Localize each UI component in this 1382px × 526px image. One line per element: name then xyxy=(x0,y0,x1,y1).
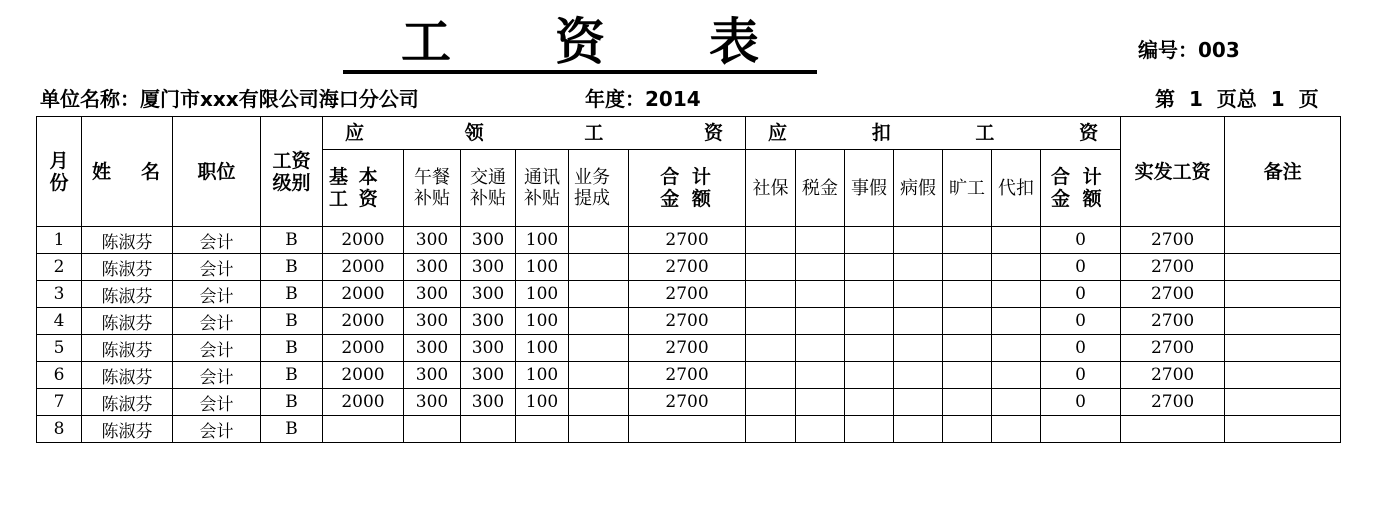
cell-social xyxy=(746,362,796,389)
cell-grade: B xyxy=(261,281,323,308)
header-grade: 工资级别 xyxy=(261,117,323,227)
cell-transport: 300 xyxy=(461,389,516,416)
cell-name: 陈淑芬 xyxy=(82,389,173,416)
cell-net: 2700 xyxy=(1121,254,1225,281)
header-payable-char: 工 xyxy=(584,122,604,144)
cell-withhold xyxy=(992,281,1041,308)
cell-absence xyxy=(943,281,992,308)
cell-transport: 300 xyxy=(461,254,516,281)
cell-commission xyxy=(569,362,629,389)
cell-month: 7 xyxy=(37,389,82,416)
cell-position: 会计 xyxy=(173,389,261,416)
header-payable xyxy=(323,117,746,150)
cell-deduct-total xyxy=(1041,416,1121,443)
cell-social xyxy=(746,227,796,254)
cell-position: 会计 xyxy=(173,416,261,443)
cell-name: 陈淑芬 xyxy=(82,308,173,335)
cell-withhold xyxy=(992,389,1041,416)
cell-grade: B xyxy=(261,416,323,443)
cell-transport: 300 xyxy=(461,281,516,308)
cell-tax xyxy=(796,389,845,416)
cell-grade: B xyxy=(261,335,323,362)
cell-personal-leave xyxy=(845,389,894,416)
cell-position: 会计 xyxy=(173,362,261,389)
cell-transport: 300 xyxy=(461,227,516,254)
cell-tax xyxy=(796,335,845,362)
cell-month: 6 xyxy=(37,362,82,389)
cell-transport: 300 xyxy=(461,362,516,389)
header-tax: 税金 xyxy=(796,150,845,227)
serial-number: 编号：003 xyxy=(1138,38,1240,62)
cell-payable-total xyxy=(629,416,746,443)
cell-phone: 100 xyxy=(516,362,569,389)
cell-deduct-total: 0 xyxy=(1041,362,1121,389)
cell-social xyxy=(746,335,796,362)
cell-deduct-total: 0 xyxy=(1041,254,1121,281)
cell-grade: B xyxy=(261,308,323,335)
cell-absence xyxy=(943,416,992,443)
cell-grade: B xyxy=(261,389,323,416)
header-payable-char: 应 xyxy=(345,122,365,144)
cell-phone: 100 xyxy=(516,308,569,335)
cell-commission xyxy=(569,389,629,416)
header-payable-char: 领 xyxy=(464,122,484,144)
cell-commission xyxy=(569,335,629,362)
cell-payable-total: 2700 xyxy=(629,335,746,362)
cell-meal: 300 xyxy=(404,335,461,362)
header-month: 月份 xyxy=(37,117,82,227)
cell-month: 5 xyxy=(37,335,82,362)
cell-phone: 100 xyxy=(516,281,569,308)
cell-name: 陈淑芬 xyxy=(82,254,173,281)
cell-transport: 300 xyxy=(461,335,516,362)
header-withhold: 代扣 xyxy=(992,150,1041,227)
cell-phone: 100 xyxy=(516,227,569,254)
header-sick-leave: 病假 xyxy=(894,150,943,227)
header-deduct-char: 工 xyxy=(975,122,995,144)
cell-position: 会计 xyxy=(173,254,261,281)
cell-social xyxy=(746,254,796,281)
cell-month: 8 xyxy=(37,416,82,443)
header-deduct-char: 扣 xyxy=(871,122,891,144)
table-row xyxy=(37,389,1341,416)
cell-personal-leave xyxy=(845,416,894,443)
cell-meal: 300 xyxy=(404,281,461,308)
cell-meal: 300 xyxy=(404,227,461,254)
cell-withhold xyxy=(992,416,1041,443)
header-deduct-char: 应 xyxy=(768,122,788,144)
cell-net xyxy=(1121,416,1225,443)
cell-position: 会计 xyxy=(173,281,261,308)
cell-meal: 300 xyxy=(404,362,461,389)
cell-base: 2000 xyxy=(323,335,404,362)
cell-meal xyxy=(404,416,461,443)
cell-absence xyxy=(943,254,992,281)
cell-remark xyxy=(1225,335,1341,362)
cell-social xyxy=(746,308,796,335)
cell-commission xyxy=(569,416,629,443)
cell-net: 2700 xyxy=(1121,389,1225,416)
cell-month: 4 xyxy=(37,308,82,335)
cell-remark xyxy=(1225,281,1341,308)
cell-absence xyxy=(943,227,992,254)
cell-withhold xyxy=(992,308,1041,335)
cell-position: 会计 xyxy=(173,335,261,362)
cell-sick-leave xyxy=(894,362,943,389)
header-base-salary: 基 本 工 资 xyxy=(323,150,404,227)
cell-withhold xyxy=(992,227,1041,254)
header-name-char: 名 xyxy=(140,160,160,183)
page-title xyxy=(0,14,1160,74)
cell-remark xyxy=(1225,308,1341,335)
company-name: 单位名称：厦门市xxx有限公司海口分公司 xyxy=(40,87,419,111)
title-char: 表 xyxy=(709,13,759,71)
cell-commission xyxy=(569,254,629,281)
cell-absence xyxy=(943,362,992,389)
cell-grade: B xyxy=(261,254,323,281)
header-deduct-char: 资 xyxy=(1079,122,1099,144)
cell-withhold xyxy=(992,254,1041,281)
header-phone-allowance: 通讯补贴 xyxy=(516,150,569,227)
cell-net: 2700 xyxy=(1121,362,1225,389)
cell-tax xyxy=(796,281,845,308)
cell-tax xyxy=(796,308,845,335)
page-indicator: 第 1 页总 1 页 xyxy=(1155,87,1319,111)
cell-deduct-total: 0 xyxy=(1041,308,1121,335)
cell-commission xyxy=(569,308,629,335)
cell-sick-leave xyxy=(894,335,943,362)
table-row xyxy=(37,416,1341,443)
cell-base: 2000 xyxy=(323,281,404,308)
cell-deduct-total: 0 xyxy=(1041,227,1121,254)
cell-transport: 300 xyxy=(461,308,516,335)
header-meal-allowance: 午餐补贴 xyxy=(404,150,461,227)
cell-payable-total: 2700 xyxy=(629,254,746,281)
cell-payable-total: 2700 xyxy=(629,389,746,416)
cell-month: 2 xyxy=(37,254,82,281)
cell-deduct-total: 0 xyxy=(1041,281,1121,308)
cell-base xyxy=(323,416,404,443)
cell-transport xyxy=(461,416,516,443)
cell-name: 陈淑芬 xyxy=(82,362,173,389)
title-underline xyxy=(343,14,817,74)
cell-absence xyxy=(943,389,992,416)
cell-tax xyxy=(796,362,845,389)
header-payable-char: 资 xyxy=(704,122,724,144)
cell-tax xyxy=(796,254,845,281)
cell-base: 2000 xyxy=(323,308,404,335)
header-transport-allowance: 交通补贴 xyxy=(461,150,516,227)
cell-net: 2700 xyxy=(1121,335,1225,362)
cell-meal: 300 xyxy=(404,389,461,416)
cell-remark xyxy=(1225,389,1341,416)
cell-absence xyxy=(943,308,992,335)
cell-payable-total: 2700 xyxy=(629,362,746,389)
cell-deduct-total: 0 xyxy=(1041,335,1121,362)
header-absence: 旷工 xyxy=(943,150,992,227)
cell-social xyxy=(746,416,796,443)
cell-phone: 100 xyxy=(516,335,569,362)
header-personal-leave: 事假 xyxy=(845,150,894,227)
title-char: 工 xyxy=(401,13,451,71)
cell-meal: 300 xyxy=(404,254,461,281)
header-social-security: 社保 xyxy=(746,150,796,227)
header-position: 职位 xyxy=(173,117,261,227)
cell-sick-leave xyxy=(894,254,943,281)
header-name-char: 姓 xyxy=(92,160,112,183)
cell-base: 2000 xyxy=(323,254,404,281)
cell-month: 1 xyxy=(37,227,82,254)
cell-sick-leave xyxy=(894,416,943,443)
cell-commission xyxy=(569,227,629,254)
table-row xyxy=(37,227,1341,254)
cell-base: 2000 xyxy=(323,362,404,389)
table-row xyxy=(37,335,1341,362)
header-payable-total: 合 计 金 额 xyxy=(629,150,746,227)
cell-sick-leave xyxy=(894,389,943,416)
cell-net: 2700 xyxy=(1121,227,1225,254)
cell-absence xyxy=(943,335,992,362)
cell-personal-leave xyxy=(845,308,894,335)
cell-remark xyxy=(1225,362,1341,389)
cell-personal-leave xyxy=(845,227,894,254)
cell-sick-leave xyxy=(894,308,943,335)
cell-name: 陈淑芬 xyxy=(82,227,173,254)
cell-social xyxy=(746,281,796,308)
cell-phone: 100 xyxy=(516,389,569,416)
cell-name: 陈淑芬 xyxy=(82,281,173,308)
cell-social xyxy=(746,389,796,416)
fiscal-year: 年度：2014 xyxy=(585,87,701,111)
cell-payable-total: 2700 xyxy=(629,308,746,335)
table-row xyxy=(37,308,1341,335)
payroll-table xyxy=(36,116,1341,443)
cell-phone: 100 xyxy=(516,254,569,281)
cell-meal: 300 xyxy=(404,308,461,335)
header-remark: 备注 xyxy=(1225,117,1341,227)
cell-payable-total: 2700 xyxy=(629,281,746,308)
cell-base: 2000 xyxy=(323,389,404,416)
cell-tax xyxy=(796,227,845,254)
table-row xyxy=(37,254,1341,281)
cell-payable-total: 2700 xyxy=(629,227,746,254)
cell-remark xyxy=(1225,227,1341,254)
cell-sick-leave xyxy=(894,281,943,308)
cell-month: 3 xyxy=(37,281,82,308)
table-row xyxy=(37,362,1341,389)
header-net-pay: 实发工资 xyxy=(1121,117,1225,227)
cell-position: 会计 xyxy=(173,227,261,254)
cell-personal-leave xyxy=(845,335,894,362)
cell-commission xyxy=(569,281,629,308)
cell-name: 陈淑芬 xyxy=(82,335,173,362)
cell-withhold xyxy=(992,335,1041,362)
cell-grade: B xyxy=(261,362,323,389)
cell-base: 2000 xyxy=(323,227,404,254)
header-name xyxy=(82,117,173,227)
header-commission: 业务提成 xyxy=(569,150,629,227)
cell-tax xyxy=(796,416,845,443)
cell-withhold xyxy=(992,362,1041,389)
cell-deduct-total: 0 xyxy=(1041,389,1121,416)
cell-net: 2700 xyxy=(1121,281,1225,308)
cell-personal-leave xyxy=(845,254,894,281)
table-row xyxy=(37,281,1341,308)
cell-personal-leave xyxy=(845,362,894,389)
cell-phone xyxy=(516,416,569,443)
cell-name: 陈淑芬 xyxy=(82,416,173,443)
cell-sick-leave xyxy=(894,227,943,254)
cell-remark xyxy=(1225,254,1341,281)
cell-remark xyxy=(1225,416,1341,443)
cell-position: 会计 xyxy=(173,308,261,335)
header-deduct-total: 合 计 金 额 xyxy=(1041,150,1121,227)
header-deduct xyxy=(746,117,1121,150)
cell-grade: B xyxy=(261,227,323,254)
cell-personal-leave xyxy=(845,281,894,308)
title-char: 资 xyxy=(555,13,605,71)
cell-net: 2700 xyxy=(1121,308,1225,335)
